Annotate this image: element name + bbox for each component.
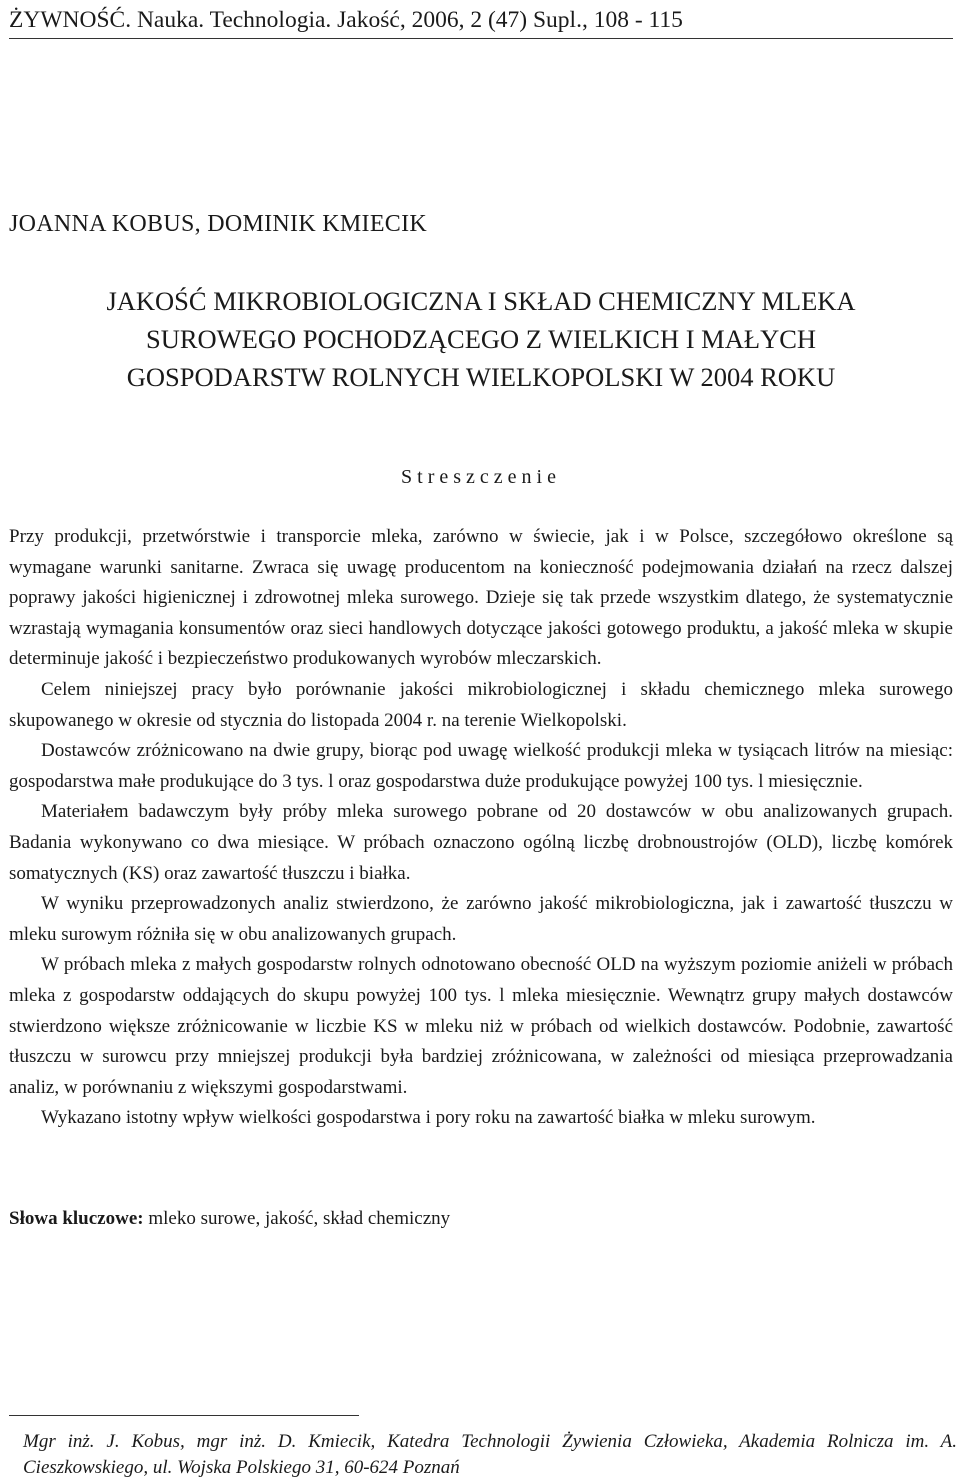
keywords — [9, 1205, 953, 1233]
abstract-paragraph: Materiałem badawczym były próby mleka surowego pobrane od 20 dostawców w obu analizowanych grupach. Badania wykonywano co dwa miesiące. W próbach oznaczono ogólną liczbę drobnoustrojów (OLD), liczbę komórek somatycznych (KS) oraz zawartość tłuszczu i białka. — [9, 801, 953, 884]
journal-header: ŻYWNOŚĆ. Nauka. Technologia. Jakość, 2006, 2 (47) Supl., 108 - 115 — [9, 7, 683, 33]
title-line: GOSPODARSTW ROLNYCH WIELKOPOLSKI W 2004 ROKU — [126, 362, 836, 392]
title-line: SUROWEGO POCHODZĄCEGO Z WIELKICH I MAŁYCH — [145, 324, 817, 354]
abstract-heading: Streszczenie — [401, 466, 561, 488]
author-affiliation-footnote: Mgr inż. J. Kobus, mgr inż. D. Kmiecik, Katedra Technologii Żywienia Człowieka, Akademia Rolnicza im. A. Cieszkowskiego, ul. Wojska Polskiego 31, 60-624 Poznań — [23, 1431, 957, 1478]
abstract-paragraph: W wyniku przeprowadzonych analiz stwierdzono, że zarówno jakość mikrobiologiczna, jak i zawartość tłuszczu w mleku surowym różniła się w obu analizowanych grupach. — [9, 893, 953, 945]
abstract-body — [9, 522, 953, 1134]
footnote-rule — [9, 1415, 359, 1416]
article-authors: JOANNA KOBUS, DOMINIK KMIECIK — [9, 211, 428, 237]
abstract-paragraph: W próbach mleka z małych gospodarstw rolnych odnotowano obecność OLD na wyższym poziomie aniżeli w próbach mleka z gospodarstw oddających do skupu powyżej 100 tys. l mleka miesięcznie. Wewnątrz grupy małych dostawców stwierdzono większe zróżnicowanie w liczbie KS w mleku niż w próbach od wielkich dostawców. Podobnie, zawartość tłuszczu w surowcu przy mniejszej produkcji była bardziej zróżnicowana, w zależności od miesiąca przeprowadzania analiz, w porównaniu z większymi gospodarstwami. — [9, 954, 953, 1098]
keywords-label: Słowa kluczowe: — [9, 1208, 144, 1229]
abstract-paragraph: Wykazano istotny wpływ wielkości gospodarstwa i pory roku na zawartość białka w mleku surowym. — [41, 1107, 816, 1129]
header-rule — [9, 38, 953, 39]
abstract-paragraph: Przy produkcji, przetwórstwie i transporcie mleka, zarówno w świecie, jak i w Polsce, szczegółowo określone są wymagane warunki sanitarne. Zwraca się uwagę producentom na konieczność podejmowania działań na rzecz dalszej poprawy jakości higienicznej i zdrowotnej mleka surowego. Dzieje się tak przede wszystkim dlatego, że systematycznie wzrastają wymagania konsumentów oraz sieci handlowych dotyczące jakości gotowego produktu, a jakość mleka w skupie determinuje jakość i bezpieczeństwo produkowanych wyrobów mleczarskich. — [9, 526, 953, 670]
keywords-text: mleko surowe, jakość, skład chemiczny — [143, 1208, 451, 1229]
title-line: JAKOŚĆ MIKROBIOLOGICZNA I SKŁAD CHEMICZNY MLEKA — [106, 286, 856, 316]
abstract-paragraph: Dostawców zróżnicowano na dwie grupy, biorąc pod uwagę wielkość produkcji mleka w tysiącach litrów na miesiąc: gospodarstwa małe produkujące do 3 tys. l oraz gospodarstwa duże produkujące powyżej 100 tys. l miesięcznie. — [9, 740, 953, 792]
abstract-paragraph: Celem niniejszej pracy było porównanie jakości mikrobiologicznej i składu chemicznego mleka surowego skupowanego w okresie od stycznia do listopada 2004 r. na terenie Wielkopolski. — [9, 678, 953, 731]
article-title — [9, 282, 953, 396]
